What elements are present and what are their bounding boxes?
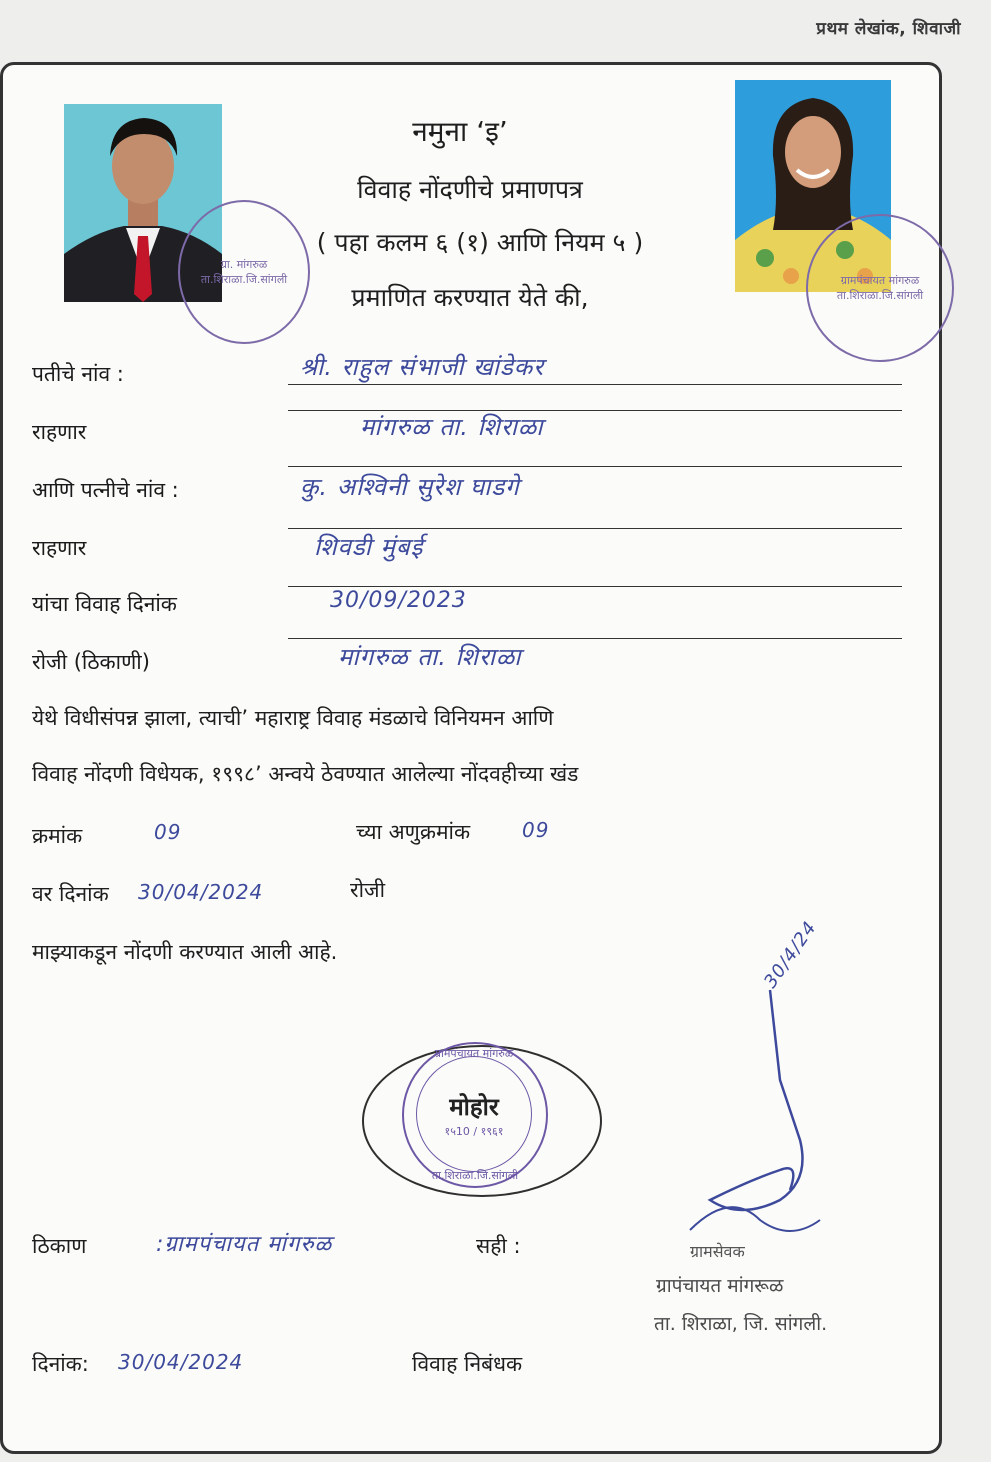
wife-residence-line xyxy=(288,528,902,529)
signature-date: 30/4/24 xyxy=(760,917,822,993)
corner-note: प्रथम लेखांक, शिवाजी xyxy=(816,19,961,39)
seal-ring-text: ग्रामपंचायत मांगरुळ xyxy=(434,1047,514,1060)
seal-label: मोहोर xyxy=(449,1093,499,1121)
husband-residence-label: राहणार xyxy=(32,420,87,444)
footer-date-label: दिनांक: xyxy=(32,1352,89,1376)
seal-code: १५10 / १९६१ xyxy=(444,1125,504,1138)
on-date-label: वर दिनांक xyxy=(32,882,109,906)
form-title: नमुना ‘इ’ xyxy=(412,115,508,148)
wife-line xyxy=(288,466,902,467)
right-photo-stamp: ग्रामपंचायत मांगरुळ ता.शिराळा.जि.सांगली xyxy=(806,214,954,362)
footer-place-value: :ग्रामपंचायत मांगरुळ xyxy=(156,1232,333,1257)
left-photo-stamp: ग्रा. मांगरुळ ता.शिराळा.जि.सांगली xyxy=(178,200,310,344)
husband-label: पतीचे नांव : xyxy=(32,362,124,386)
declaration: प्रमाणित करण्यात येते की, xyxy=(351,283,589,312)
legal-reference: ( पहा कलम ६ (१) आणि नियम ५ ) xyxy=(316,228,644,257)
marriage-date-line xyxy=(288,586,902,587)
place-value: मांगरुळ ता. शिराळा xyxy=(338,643,522,671)
officer-office: ग्रापंचायत मांगरूळ xyxy=(656,1275,784,1297)
on-date-value: 30/04/2024 xyxy=(138,880,264,904)
closing-line: माझ्याकडून नोंदणी करण्यात आली आहे. xyxy=(32,940,338,964)
registrar-title: विवाह निबंधक xyxy=(412,1352,523,1376)
serial-label: क्रमांक xyxy=(32,824,83,848)
husband-value: श्री. राहुल संभाजी खांडेकर xyxy=(300,353,545,381)
footer-place-label: ठिकाण xyxy=(32,1234,87,1258)
subserial-value: 09 xyxy=(522,818,550,842)
marriage-date-value: 30/09/2023 xyxy=(330,588,467,613)
wife-residence-label: राहणार xyxy=(32,536,87,560)
footer-date-value: 30/04/2024 xyxy=(118,1350,244,1374)
body-line-1: येथे विधीसंपन्न झाला, त्याची’ महाराष्ट्र विवाह मंडळाचे विनियमन आणि xyxy=(32,706,554,730)
place-line xyxy=(288,638,902,639)
subserial-label: च्या अणुक्रमांक xyxy=(356,820,471,844)
signature-label: सही : xyxy=(476,1234,521,1258)
husband-residence-value: मांगरुळ ता. शिराळा xyxy=(360,413,544,441)
wife-value: कु. अश्विनी सुरेश घाडगे xyxy=(300,473,520,501)
serial-value: 09 xyxy=(154,820,182,844)
body-line-2: विवाह नोंदणी विधेयक, १९९८’ अन्वये ठेवण्यात आलेल्या नोंदवहीच्या खंड xyxy=(32,762,579,786)
seal-bottom-text: ता.शिराळा.जि.सांगली xyxy=(431,1169,519,1182)
husband-line xyxy=(288,384,902,385)
officer-address: ता. शिराळा, जि. सांगली. xyxy=(654,1313,828,1335)
place-label: रोजी (ठिकाणी) xyxy=(32,650,150,674)
wife-label: आणि पत्नीचे नांव : xyxy=(32,478,179,502)
marriage-date-label: यांचा विवाह दिनांक xyxy=(32,592,177,616)
signature-mark xyxy=(670,950,870,1250)
wife-residence-value: शिवडी मुंबई xyxy=(314,533,424,561)
certificate-heading: विवाह नोंदणीचे प्रमाणपत्र xyxy=(357,175,583,204)
officer-title: ग्रामसेवक xyxy=(690,1242,745,1261)
on-date-suffix: रोजी xyxy=(350,878,386,902)
